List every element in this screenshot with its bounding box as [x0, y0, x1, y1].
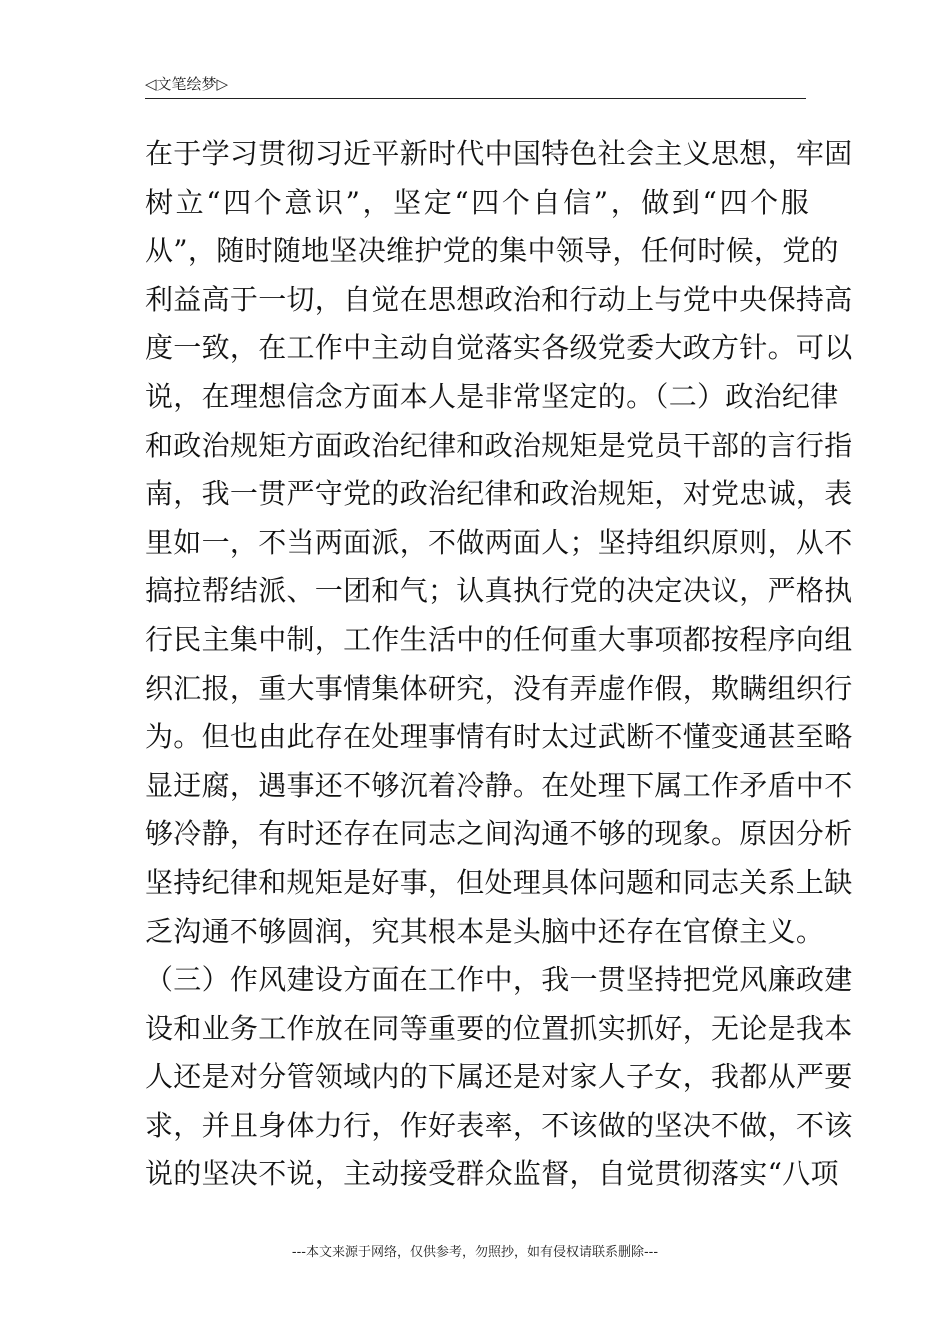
page-header	[145, 74, 806, 99]
body-line: 人还是对分管领域内的下属还是对家人子女，我都从严要	[145, 1060, 853, 1094]
body-line: 树立“四个意识”，坚定“四个自信”，做到“四个服	[145, 185, 809, 219]
body-line: 说，在理想信念方面本人是非常坚定的。（二）政治纪律	[145, 379, 839, 413]
page-footer	[0, 1244, 950, 1262]
body-line: 显迂腐，遇事还不够沉着冷静。在处理下属工作矛盾中不	[145, 768, 853, 802]
header-title: ◁文笔绘梦▷	[145, 75, 229, 93]
body-line: 为。但也由此存在处理事情有时太过武断不懂变通甚至略	[145, 720, 853, 754]
body-line: 够冷静，有时还存在同志之间沟通不够的现象。原因分析	[145, 817, 853, 851]
body-line: 在于学习贯彻习近平新时代中国特色社会主义思想，牢固	[145, 137, 853, 170]
body-line: 坚持纪律和规矩是好事，但处理具体问题和同志关系上缺	[145, 865, 853, 899]
body-line: 和政治规矩方面政治纪律和政治规矩是党员干部的言行指	[145, 428, 853, 462]
body-line: 里如一，不当两面派，不做两面人；坚持组织原则，从不	[145, 525, 853, 559]
body-line: 度一致，在工作中主动自觉落实各级党委大政方针。可以	[145, 331, 853, 365]
body-line: 织汇报，重大事情集体研究，没有弄虚作假，欺瞒组织行	[145, 671, 853, 705]
body-line: 利益高于一切，自觉在思想政治和行动上与党中央保持高	[145, 282, 853, 316]
footer-disclaimer: ---本文来源于网络，仅供参考，勿照抄，如有侵权请联系删除---	[291, 1245, 659, 1260]
body-line: 乏沟通不够圆润，究其根本是头脑中还存在官僚主义。	[145, 914, 825, 948]
body-line: 说的坚决不说，主动接受群众监督，自觉贯彻落实“八项	[145, 1157, 839, 1191]
body-line: 搞拉帮结派、一团和气；认真执行党的决定决议，严格执	[145, 574, 853, 608]
body-line: 南，我一贯严守党的政治纪律和政治规矩，对党忠诚，表	[145, 477, 853, 511]
body-line: 设和业务工作放在同等重要的位置抓实抓好，无论是我本	[145, 1011, 853, 1045]
body-line: 行民主集中制，工作生活中的任何重大事项都按程序向组	[145, 622, 853, 656]
body-line: 求，并且身体力行，作好表率，不该做的坚决不做，不该	[145, 1108, 853, 1142]
document-body	[145, 130, 853, 1199]
body-line: （三）作风建设方面在工作中，我一贯坚持把党风廉政建	[145, 963, 853, 997]
body-line: 从”，随时随地坚决维护党的集中领导，任何时候，党的	[145, 234, 839, 268]
